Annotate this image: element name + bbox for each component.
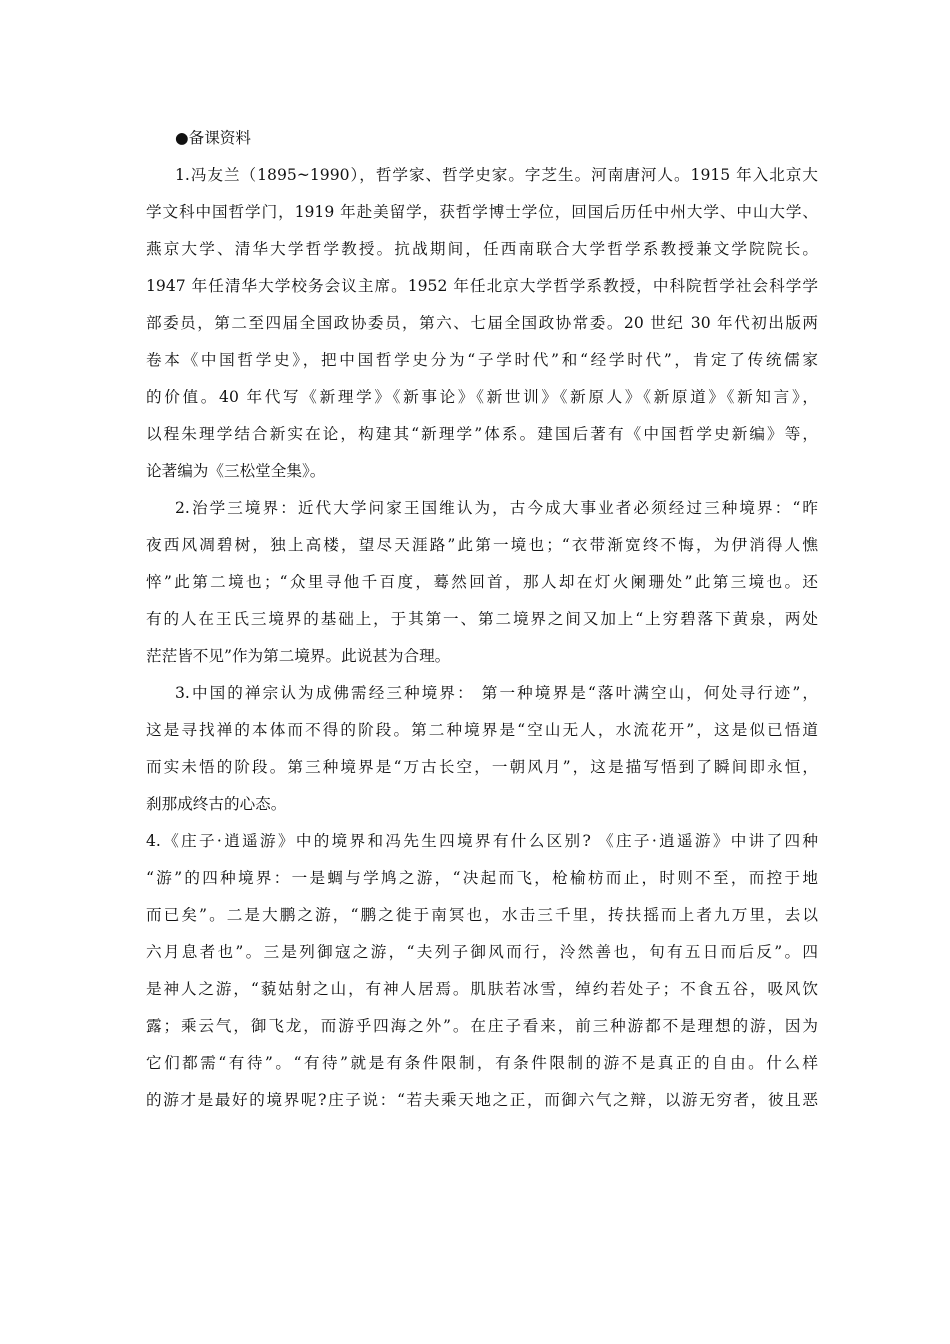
paragraph-line: 这是寻找禅的本体而不得的阶段。第二种境界是“空山无人，水流花开”，这是似已悟道 <box>146 721 818 739</box>
paragraph-line: 的游才是最好的境界呢?庄子说：“若夫乘天地之正，而御六气之辩，以游无穷者，彼且恶 <box>146 1091 818 1109</box>
paragraph-line: 卷本《中国哲学史》，把中国哲学史分为“子学时代”和“经学时代”，肯定了传统儒家 <box>146 351 818 369</box>
paragraph-line: 露；乘云气，御飞龙，而游乎四海之外”。在庄子看来，前三种游都不是理想的游，因为 <box>146 1017 818 1035</box>
paragraph-line: 1.冯友兰（1895~1990），哲学家、哲学史家。字芝生。河南唐河人。1915 年入北京大 <box>175 166 818 184</box>
paragraph-line: 茫茫皆不见”作为第二境界。此说甚为合理。 <box>146 647 451 665</box>
paragraph-line: 1947 年任清华大学校务会议主席。1952 年任北京大学哲学系教授，中科院哲学社会科学学 <box>146 277 818 295</box>
paragraph-line: 悴”此第二境也；“众里寻他千百度，蓦然回首，那人却在灯火阑珊处”此第三境也。还 <box>146 573 818 591</box>
paragraph-line: 4.《庄子·逍遥游》中的境界和冯先生四境界有什么区别? 《庄子·逍遥游》中讲了四种 <box>146 832 818 850</box>
paragraph-line: “游”的四种境界：一是蜩与学鸠之游，“决起而飞，枪榆枋而止，时则不至，而控于地 <box>146 869 818 887</box>
paragraph-line: 3.中国的禅宗认为成佛需经三种境界： 第一种境界是“落叶满空山，何处寻行迹”， <box>175 684 818 702</box>
paragraph-line: 部委员，第二至四届全国政协委员，第六、七届全国政协常委。20 世纪 30 年代初出版两 <box>146 314 818 332</box>
paragraph-line: 它们都需“有待”。“有待”就是有条件限制，有条件限制的游不是真正的自由。什么样 <box>146 1054 818 1072</box>
paragraph-line: 刹那成终古的心态。 <box>146 795 287 813</box>
paragraph-line: 2.治学三境界：近代大学问家王国维认为，古今成大事业者必须经过三种境界：“昨 <box>175 499 818 517</box>
paragraph-line: 有的人在王氏三境界的基础上，于其第一、第二境界之间又加上“上穷碧落下黄泉，两处 <box>146 610 818 628</box>
paragraph-line: 而已矣”。二是大鹏之游，“鹏之徙于南冥也，水击三千里，抟扶摇而上者九万里，去以 <box>146 906 818 924</box>
paragraph-line: 燕京大学、清华大学哲学教授。抗战期间，任西南联合大学哲学系教授兼文学院院长。 <box>146 240 818 258</box>
paragraph-line: 夜西风凋碧树，独上高楼，望尽天涯路”此第一境也；“衣带渐宽终不悔，为伊消得人憔 <box>146 536 818 554</box>
section-heading: ●备课资料 <box>175 129 251 147</box>
paragraph-line: 以程朱理学结合新实在论，构建其“新理学”体系。建国后著有《中国哲学史新编》等， <box>146 425 818 443</box>
paragraph-line: 学文科中国哲学门，1919 年赴美留学，获哲学博士学位，回国后历任中州大学、中山大学、 <box>146 203 818 221</box>
paragraph-line: 六月息者也”。三是列御寇之游，“夫列子御风而行，泠然善也，旬有五日而后反”。四 <box>146 943 818 961</box>
paragraph-line: 而实未悟的阶段。第三种境界是“万古长空，一朝风月”，这是描写悟到了瞬间即永恒， <box>146 758 818 776</box>
paragraph-line: 论著编为《三松堂全集》。 <box>146 462 326 480</box>
paragraph-line: 是神人之游，“藐姑射之山，有神人居焉。肌肤若冰雪，绰约若处子；不食五谷，吸风饮 <box>146 980 818 998</box>
paragraph-line: 的价值。40 年代写《新理学》《新事论》《新世训》《新原人》《新原道》《新知言》， <box>146 388 818 406</box>
